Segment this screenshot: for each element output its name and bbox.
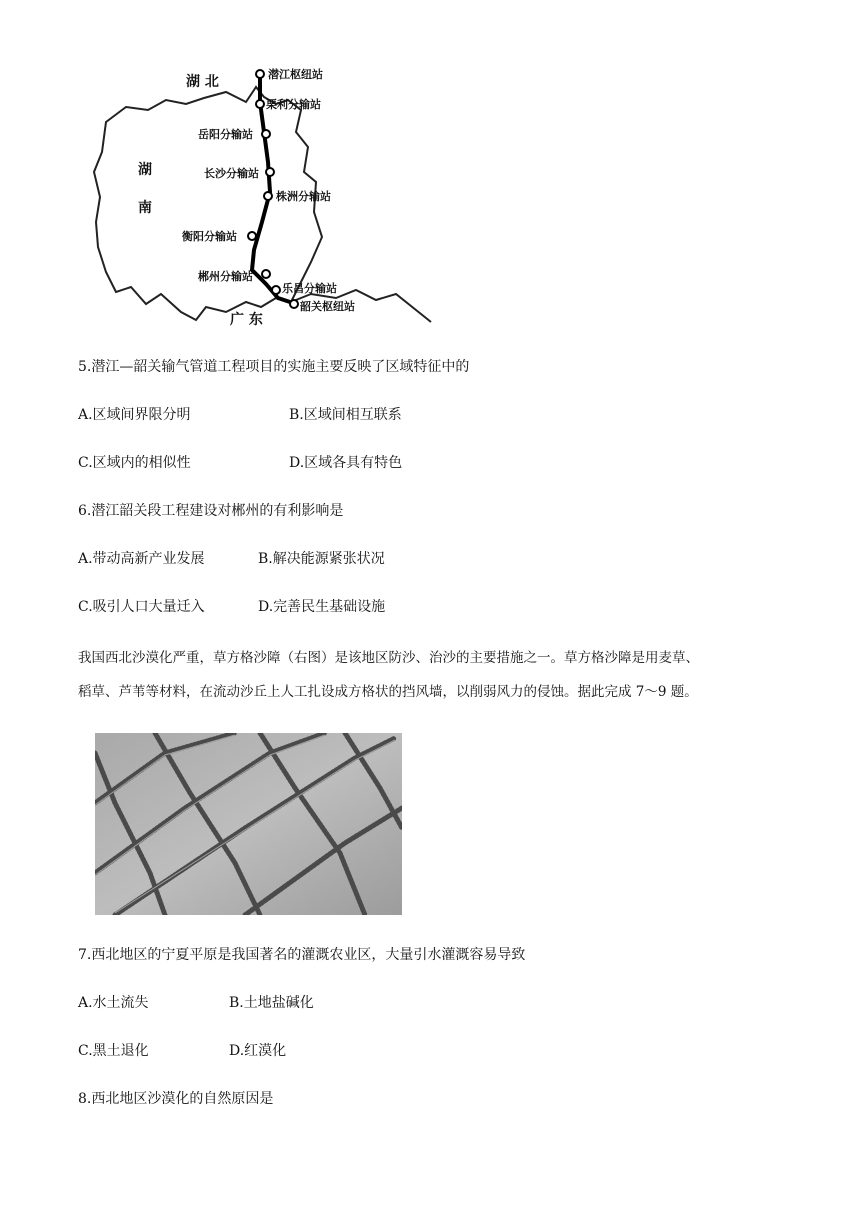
question-8-stem: 8.西北地区沙漠化的自然原因是 [78, 1091, 274, 1107]
question-6-option-b: B.解决能源紧张状况 [258, 551, 385, 567]
question-7-option-b: B.土地盐碱化 [229, 995, 314, 1011]
station-label: 岳阳分输站 [198, 128, 253, 141]
question-6-stem: 6.潜江韶关段工程建设对郴州的有利影响是 [78, 503, 344, 519]
station-label: 栗利分输站 [266, 98, 321, 111]
question-5-option-a: A.区域间界限分明 [78, 407, 191, 423]
station-label: 株洲分输站 [276, 190, 331, 203]
question-5-option-d: D.区域各具有特色 [289, 455, 403, 471]
question-7-option-d: D.红漠化 [229, 1043, 287, 1059]
pipeline-map-drawing [86, 62, 436, 330]
station-marker [248, 232, 256, 240]
question-5-option-c: C.区域内的相似性 [78, 455, 191, 471]
passage-line-1: 我国西北沙漠化严重，草方格沙障（右图）是该地区防沙、治沙的主要措施之一。草方格沙障是用麦草、 [78, 650, 699, 666]
station-marker [272, 286, 280, 294]
passage-line-2: 稻草、芦苇等材料，在流动沙丘上人工扎设成方格状的挡风墙，以削弱风力的侵蚀。据此完成 7～9 题。 [78, 684, 698, 700]
question-5-option-b: B.区域间相互联系 [289, 407, 402, 423]
station-label: 衡阳分输站 [182, 230, 237, 243]
station-marker [264, 192, 272, 200]
station-marker [256, 70, 264, 78]
station-label: 长沙分输站 [204, 167, 259, 180]
station-marker [262, 130, 270, 138]
station-marker [262, 270, 270, 278]
station-marker [266, 168, 274, 176]
province-label-hunan: 湖 [138, 162, 152, 178]
province-label-hubei: 湖 北 [186, 74, 219, 90]
station-label: 韶关枢纽站 [300, 300, 355, 313]
question-7-stem: 7.西北地区的宁夏平原是我国著名的灌溉农业区，大量引水灌溉容易导致 [78, 947, 526, 963]
question-7-option-a: A.水土流失 [78, 995, 149, 1011]
question-5-stem: 5.潜江—韶关输气管道工程项目的实施主要反映了区域特征中的 [78, 359, 470, 375]
station-marker [290, 300, 298, 308]
straw-checkerboard-photo [95, 733, 402, 915]
station-marker [256, 100, 264, 108]
province-label-hunan: 南 [138, 200, 152, 216]
station-label: 乐昌分输站 [282, 282, 337, 295]
station-label: 郴州分输站 [198, 270, 253, 283]
station-label: 潜江枢纽站 [268, 68, 323, 81]
pipeline-map [86, 62, 436, 330]
province-label-guangdong: 广 东 [230, 312, 263, 328]
question-6-option-c: C.吸引人口大量迁入 [78, 599, 205, 615]
question-6-option-a: A.带动高新产业发展 [78, 551, 205, 567]
question-7-option-c: C.黑土退化 [78, 1043, 149, 1059]
straw-checkerboard-drawing [95, 733, 402, 915]
question-6-option-d: D.完善民生基础设施 [258, 599, 386, 615]
